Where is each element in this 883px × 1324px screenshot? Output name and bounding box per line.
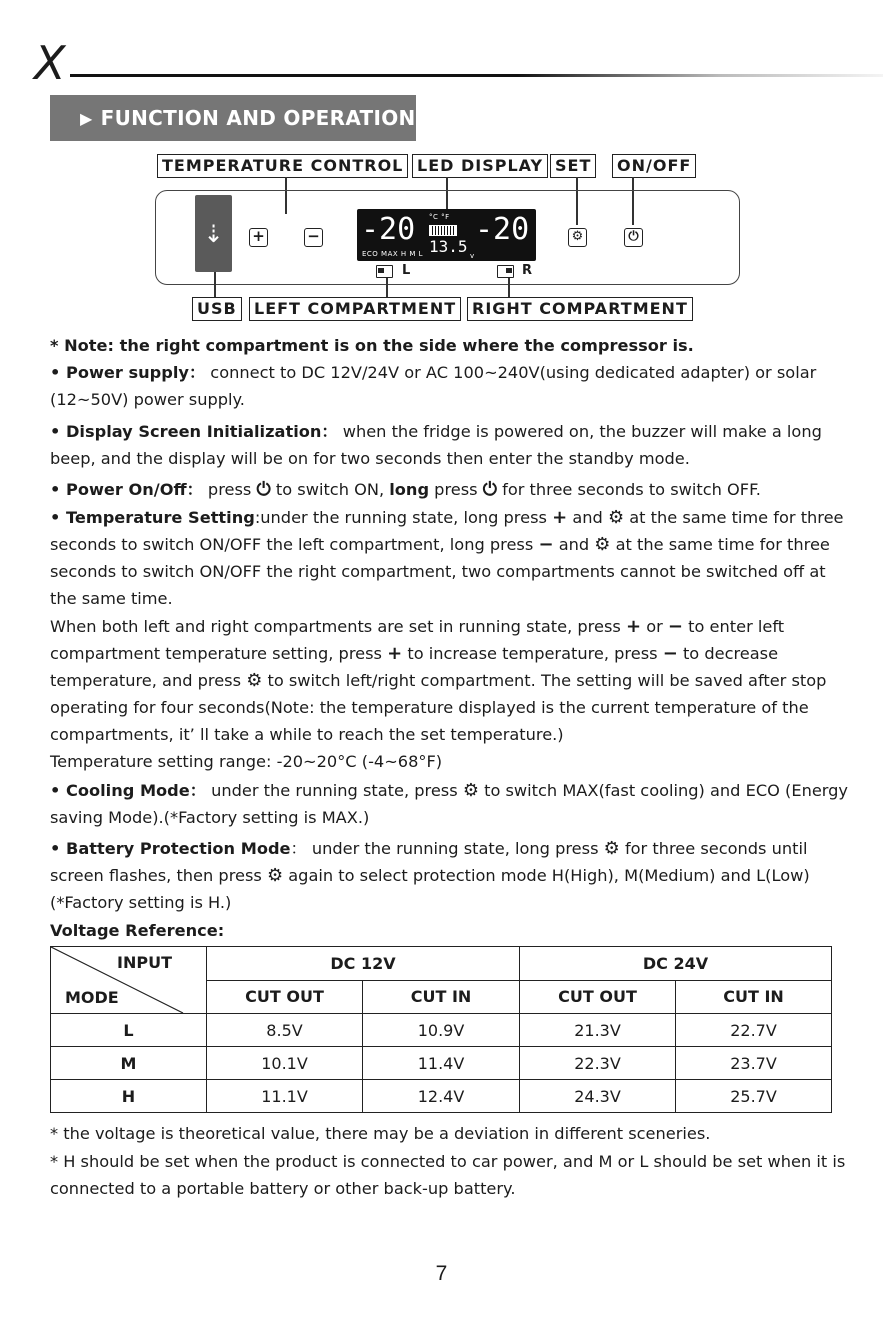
table-cell: 11.1V <box>207 1080 363 1113</box>
power-supply-label: • Power supply： <box>50 363 206 382</box>
both-compartments-paragraph <box>50 613 850 748</box>
table-cell: 11.4V <box>363 1047 520 1080</box>
minus-button: − <box>304 228 323 247</box>
minus-icon: − <box>662 643 678 664</box>
plus-icon: + <box>625 616 642 637</box>
table-cell: 8.5V <box>207 1014 363 1047</box>
mode-cell: M <box>51 1047 207 1080</box>
text-run: and <box>553 535 595 554</box>
column-header: CUT OUT <box>207 980 363 1014</box>
group-header: DC 24V <box>520 947 832 981</box>
leader-line <box>508 278 510 297</box>
leader-line <box>386 278 388 297</box>
cooling-mode-label: • Cooling Mode： <box>50 781 206 800</box>
label-left-compartment: LEFT COMPARTMENT <box>249 297 461 321</box>
mode-cell: H <box>51 1080 207 1113</box>
section-title-bar <box>50 95 416 141</box>
power-supply-body: connect to DC 12V/24V or AC 100~240V(using dedicated adapter) or solar (12~50V) power supply. <box>50 363 817 409</box>
text-run: to enter left compartment temperature setting, press <box>50 617 785 663</box>
voltage-table <box>50 946 832 1113</box>
note-text: * Note: the right compartment is on the side where the compressor is. <box>50 336 694 355</box>
gear-icon: ⚙ <box>246 670 263 691</box>
right-compartment-letter: R <box>522 263 533 278</box>
plus-button: + <box>249 228 268 247</box>
text-run: at the same time for three seconds to switch ON/OFF the right compartment, two compartments cannot be switched off at the same time. <box>50 535 830 608</box>
header-rule <box>70 74 883 77</box>
power-supply-paragraph <box>50 359 850 413</box>
column-header: CUT IN <box>676 980 832 1014</box>
set-button <box>568 228 587 247</box>
text-run: for three seconds until screen flashes, then press <box>50 839 808 885</box>
text-run: to switch MAX(fast cooling) and ECO (Energy saving Mode).(*Factory setting is MAX.) <box>50 781 849 827</box>
gear-icon: ⚙ <box>603 838 620 859</box>
corner-input-label: INPUT <box>117 953 172 972</box>
text-run: again to select protection mode H(High), M(Medium) and L(Low) (*Factory setting is H.) <box>50 866 810 912</box>
battery-protection-paragraph <box>50 835 850 916</box>
gear-icon: ⚙ <box>594 534 611 555</box>
temperature-range: Temperature setting range: -20~20°C (-4~68°F) <box>50 752 443 771</box>
table-cell: 10.9V <box>363 1014 520 1047</box>
table-cell: 12.4V <box>363 1080 520 1113</box>
text-run: to decrease temperature, and press <box>50 644 779 690</box>
text-run: to switch ON, <box>270 480 390 499</box>
corner-mode-label: MODE <box>65 988 119 1007</box>
display-init-label: • Display Screen Initialization： <box>50 422 338 441</box>
table-row <box>51 1047 832 1080</box>
led-display <box>357 209 536 261</box>
table-cell: 25.7V <box>676 1080 832 1113</box>
usb-icon: ⇣ <box>203 219 224 248</box>
gear-icon: ⚙ <box>607 507 625 528</box>
footnote-mode-setting: * H should be set when the product is connected to car power, and M or L should be set when it is connected to a portable battery or other back-up battery. <box>50 1152 846 1198</box>
text-run-bold: long <box>389 480 430 499</box>
right-compartment-icon <box>497 265 514 278</box>
power-button <box>624 228 643 247</box>
battery-icon <box>429 225 457 236</box>
column-header: CUT OUT <box>520 980 676 1014</box>
text-run: :under the running state, long press <box>254 508 553 527</box>
lcd-modes: ECO MAX H M L <box>362 250 424 258</box>
voltage-reference-heading: Voltage Reference: <box>50 921 225 940</box>
left-compartment-letter: L <box>402 263 411 278</box>
brand-logo: X <box>34 36 66 90</box>
page-number: 7 <box>435 1262 448 1285</box>
table-cell: 24.3V <box>520 1080 676 1113</box>
power-onoff-paragraph <box>50 476 850 503</box>
text-run: for three seconds to switch OFF. <box>496 480 761 499</box>
label-right-compartment: RIGHT COMPARTMENT <box>467 297 693 321</box>
display-init-paragraph <box>50 418 850 472</box>
left-compartment-icon <box>376 265 393 278</box>
lcd-voltage-mark: v <box>470 252 475 260</box>
text-run: and <box>567 508 608 527</box>
gear-icon: ⚙ <box>462 780 479 801</box>
label-on-off: ON/OFF <box>612 154 696 178</box>
lcd-voltage: 13.5 <box>429 237 468 256</box>
table-cell: 22.3V <box>520 1047 676 1080</box>
text-run: to switch left/right compartment. The setting will be saved after stop operating for four seconds(Note: the temperature displayed is the current temperature of the compartments, it’ ll take a while to reach the set temperature.) <box>50 671 827 744</box>
section-title: FUNCTION AND OPERATION <box>100 106 416 130</box>
text-run: ： under the running state, long press <box>290 839 604 858</box>
text-run: press <box>202 480 257 499</box>
plus-icon: + <box>387 643 403 664</box>
mode-cell: L <box>51 1014 207 1047</box>
plus-icon: + <box>552 507 568 528</box>
column-header: CUT IN <box>363 980 520 1014</box>
table-cell: 22.7V <box>676 1014 832 1047</box>
cooling-mode-paragraph <box>50 777 850 831</box>
table-header-row <box>51 947 832 981</box>
battery-protection-label: • Battery Protection Mode <box>50 839 291 858</box>
table-cell: 10.1V <box>207 1047 363 1080</box>
temperature-setting-paragraph <box>50 504 850 612</box>
text-run: under the running state, press <box>205 781 463 800</box>
table-cell: 23.7V <box>676 1047 832 1080</box>
text-run: or <box>641 617 668 636</box>
text-run: When both left and right compartments are set in running state, press <box>50 617 626 636</box>
minus-icon: − <box>667 616 683 637</box>
gear-icon: ⚙ <box>571 229 584 244</box>
text-run: press <box>429 480 483 499</box>
lcd-units: °C °F <box>429 213 450 221</box>
label-temperature-control: TEMPERATURE CONTROL <box>157 154 408 178</box>
lcd-right-temp: -20 <box>475 212 530 247</box>
group-header: DC 12V <box>207 947 520 981</box>
temperature-setting-label: • Temperature Setting <box>50 508 255 527</box>
table-corner-cell <box>51 947 207 1014</box>
minus-icon: − <box>538 534 554 555</box>
text-run: to increase temperature, press <box>402 644 663 663</box>
leader-line <box>214 272 216 297</box>
label-set: SET <box>550 154 596 178</box>
label-led-display: LED DISPLAY <box>412 154 548 178</box>
power-icon: ⏻ <box>628 229 639 244</box>
display-init-body: when the fridge is powered on, the buzzer will make a long beep, and the display will be on for two seconds then enter the standby mode. <box>50 422 822 468</box>
label-usb: USB <box>192 297 242 321</box>
table-row <box>51 1014 832 1047</box>
power-onoff-label: • Power On/Off： <box>50 480 203 499</box>
power-icon: ⏻ <box>482 479 497 500</box>
table-row <box>51 1080 832 1113</box>
lcd-left-temp: -20 <box>361 212 416 247</box>
text-run: at the same time for three seconds to switch ON/OFF the left compartment, long press <box>50 508 844 554</box>
usb-port <box>195 195 232 272</box>
gear-icon: ⚙ <box>266 865 284 886</box>
footnote-voltage: * the voltage is theoretical value, there may be a deviation in different sceneries. <box>50 1124 711 1143</box>
play-triangle-icon: ▶ <box>80 108 93 128</box>
table-cell: 21.3V <box>520 1014 676 1047</box>
power-icon: ⏻ <box>256 479 271 500</box>
